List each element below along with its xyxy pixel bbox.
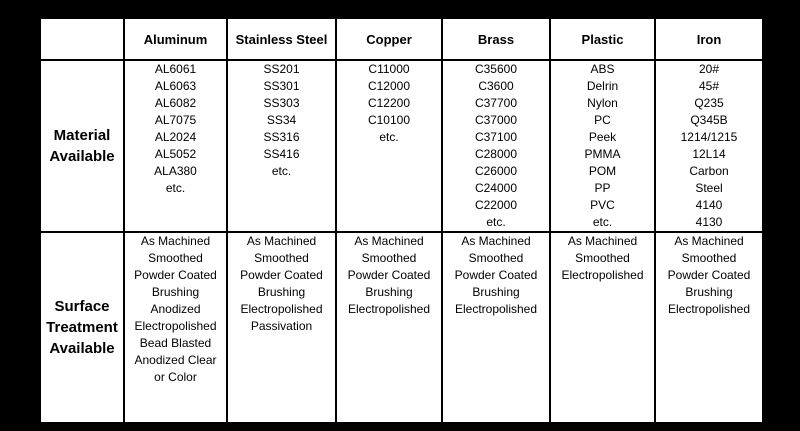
cell-list-item: Q345B — [690, 113, 728, 127]
column-header-aluminum: Aluminum — [124, 18, 227, 60]
header-row — [40, 18, 763, 60]
cell-list-item: C35600 — [474, 62, 518, 76]
cell-list-item: C12000 — [367, 79, 411, 93]
cell-list-item: ABS — [590, 62, 615, 76]
row-header-line: Material — [53, 127, 111, 144]
cell-list-item: AL2024 — [154, 130, 197, 144]
cell-list-item: etc. — [165, 181, 186, 195]
cell-surface-stainless-steel — [227, 232, 336, 423]
row-header-material-available — [40, 60, 124, 232]
cell-list-item: PMMA — [584, 147, 621, 161]
cell-surface-plastic — [550, 232, 655, 423]
cell-list-item: Peek — [588, 130, 617, 144]
cell-list-item: PC — [594, 113, 611, 127]
cell-material-aluminum — [124, 60, 227, 232]
cell-list-item: SS301 — [263, 79, 300, 93]
cell-list-item: Anodized Clear — [134, 353, 217, 367]
column-header-plastic: Plastic — [550, 18, 655, 60]
cell-list-item: C37000 — [474, 113, 518, 127]
cell-list-item: Smoothed — [361, 251, 417, 265]
cell-list-item: C37100 — [474, 130, 518, 144]
cell-list-item: Brushing — [151, 285, 200, 299]
cell-list-item: C28000 — [474, 147, 518, 161]
cell-list-item: SS201 — [263, 62, 300, 76]
cell-list-item: PP — [594, 181, 611, 195]
cell-list-item: SS416 — [263, 147, 300, 161]
cell-list-item: Carbon — [689, 164, 729, 178]
cell-list-item: C37700 — [474, 96, 518, 110]
cell-list-item: Powder Coated — [454, 268, 538, 282]
corner-cell — [40, 18, 124, 60]
cell-list-item: As Machined — [567, 234, 638, 248]
cell-list-item: ALA380 — [154, 164, 197, 178]
cell-material-iron — [655, 60, 763, 232]
cell-list-item: As Machined — [140, 234, 211, 248]
cell-material-brass — [442, 60, 550, 232]
column-header-copper: Copper — [336, 18, 442, 60]
column-header-stainless-steel: Stainless Steel — [227, 18, 336, 60]
cell-list-item: Passivation — [250, 319, 313, 333]
cell-list-item: Steel — [695, 181, 723, 195]
cell-list-item: Smoothed — [468, 251, 524, 265]
cell-list-item: etc. — [592, 215, 613, 229]
cell-list-item: As Machined — [246, 234, 317, 248]
cell-list-item: As Machined — [674, 234, 744, 248]
cell-list-item: 45# — [698, 79, 720, 93]
cell-list-item: etc. — [379, 130, 399, 144]
cell-list-item: Electropolished — [561, 268, 644, 282]
cell-list-item: SS34 — [266, 113, 297, 127]
column-header-brass: Brass — [442, 18, 550, 60]
cell-material-copper — [336, 60, 442, 232]
cell-surface-iron — [655, 232, 763, 423]
cell-list-item: AL7075 — [154, 113, 197, 127]
row-header-line: Available — [49, 148, 115, 165]
cell-list-item: 12L14 — [692, 147, 726, 161]
cell-list-item: etc. — [271, 164, 292, 178]
cell-list-item: Powder Coated — [134, 268, 217, 282]
cell-list-item: C3600 — [478, 79, 514, 93]
cell-list-item: Smoothed — [575, 251, 630, 265]
cell-list-item: C10100 — [367, 113, 411, 127]
cell-list-item: etc. — [486, 215, 506, 229]
cell-list-item: PVC — [590, 198, 615, 212]
cell-list-item: Q235 — [694, 96, 724, 110]
row-header-line: Available — [49, 340, 115, 357]
cell-list-item: Anodized — [150, 302, 201, 316]
cell-list-item: Brushing — [472, 285, 520, 299]
material-spec-table — [39, 17, 764, 424]
cell-list-item: C24000 — [474, 181, 518, 195]
cell-list-item: Electropolished — [134, 319, 217, 333]
cell-list-item: AL6063 — [154, 79, 197, 93]
cell-list-item: C12200 — [367, 96, 411, 110]
cell-list-item: SS303 — [263, 96, 300, 110]
cell-list-item: Electropolished — [240, 302, 323, 316]
cell-material-stainless-steel — [227, 60, 336, 232]
cell-list-item: Electropolished — [347, 302, 431, 316]
cell-list-item: Delrin — [586, 79, 619, 93]
cell-list-item: C11000 — [368, 62, 410, 76]
cell-list-item: AL5052 — [154, 147, 197, 161]
column-header-iron: Iron — [655, 18, 763, 60]
cell-list-item: Brushing — [685, 285, 733, 299]
cell-list-item: SS316 — [263, 130, 300, 144]
row-header-surface-treatment-available — [40, 232, 124, 423]
cell-list-item: Brushing — [257, 285, 306, 299]
cell-list-item: AL6082 — [154, 96, 197, 110]
row-header-line: Surface — [54, 298, 110, 315]
cell-list-item: Smoothed — [254, 251, 309, 265]
cell-list-item: Powder Coated — [667, 268, 751, 282]
cell-list-item: C22000 — [474, 198, 518, 212]
cell-list-item: C26000 — [474, 164, 518, 178]
cell-list-item: Smoothed — [681, 251, 737, 265]
row-header-line: Treatment — [46, 319, 118, 336]
cell-surface-copper — [336, 232, 442, 423]
cell-list-item: Bead Blasted — [139, 336, 212, 350]
cell-list-item: or Color — [154, 370, 197, 384]
cell-list-item: POM — [588, 164, 617, 178]
cell-list-item: 20# — [698, 62, 720, 76]
cell-list-item: 1214/1215 — [680, 130, 738, 144]
cell-list-item: Electropolished — [454, 302, 538, 316]
table-row-material — [40, 60, 763, 232]
cell-list-item: Powder Coated — [347, 268, 431, 282]
cell-list-item: Brushing — [365, 285, 413, 299]
cell-list-item: As Machined — [354, 234, 424, 248]
cell-surface-aluminum — [124, 232, 227, 423]
cell-list-item: As Machined — [461, 234, 531, 248]
cell-list-item: Nylon — [587, 96, 618, 110]
cell-list-item: Powder Coated — [240, 268, 323, 282]
table-row-surface-treatment — [40, 232, 763, 423]
cell-list-item: 4130 — [695, 215, 723, 229]
cell-surface-brass — [442, 232, 550, 423]
cell-list-item: 4140 — [695, 198, 723, 212]
cell-list-item: AL6061 — [154, 62, 197, 76]
cell-list-item: Smoothed — [148, 251, 203, 265]
cell-material-plastic — [550, 60, 655, 232]
cell-list-item: Electropolished — [667, 302, 751, 316]
